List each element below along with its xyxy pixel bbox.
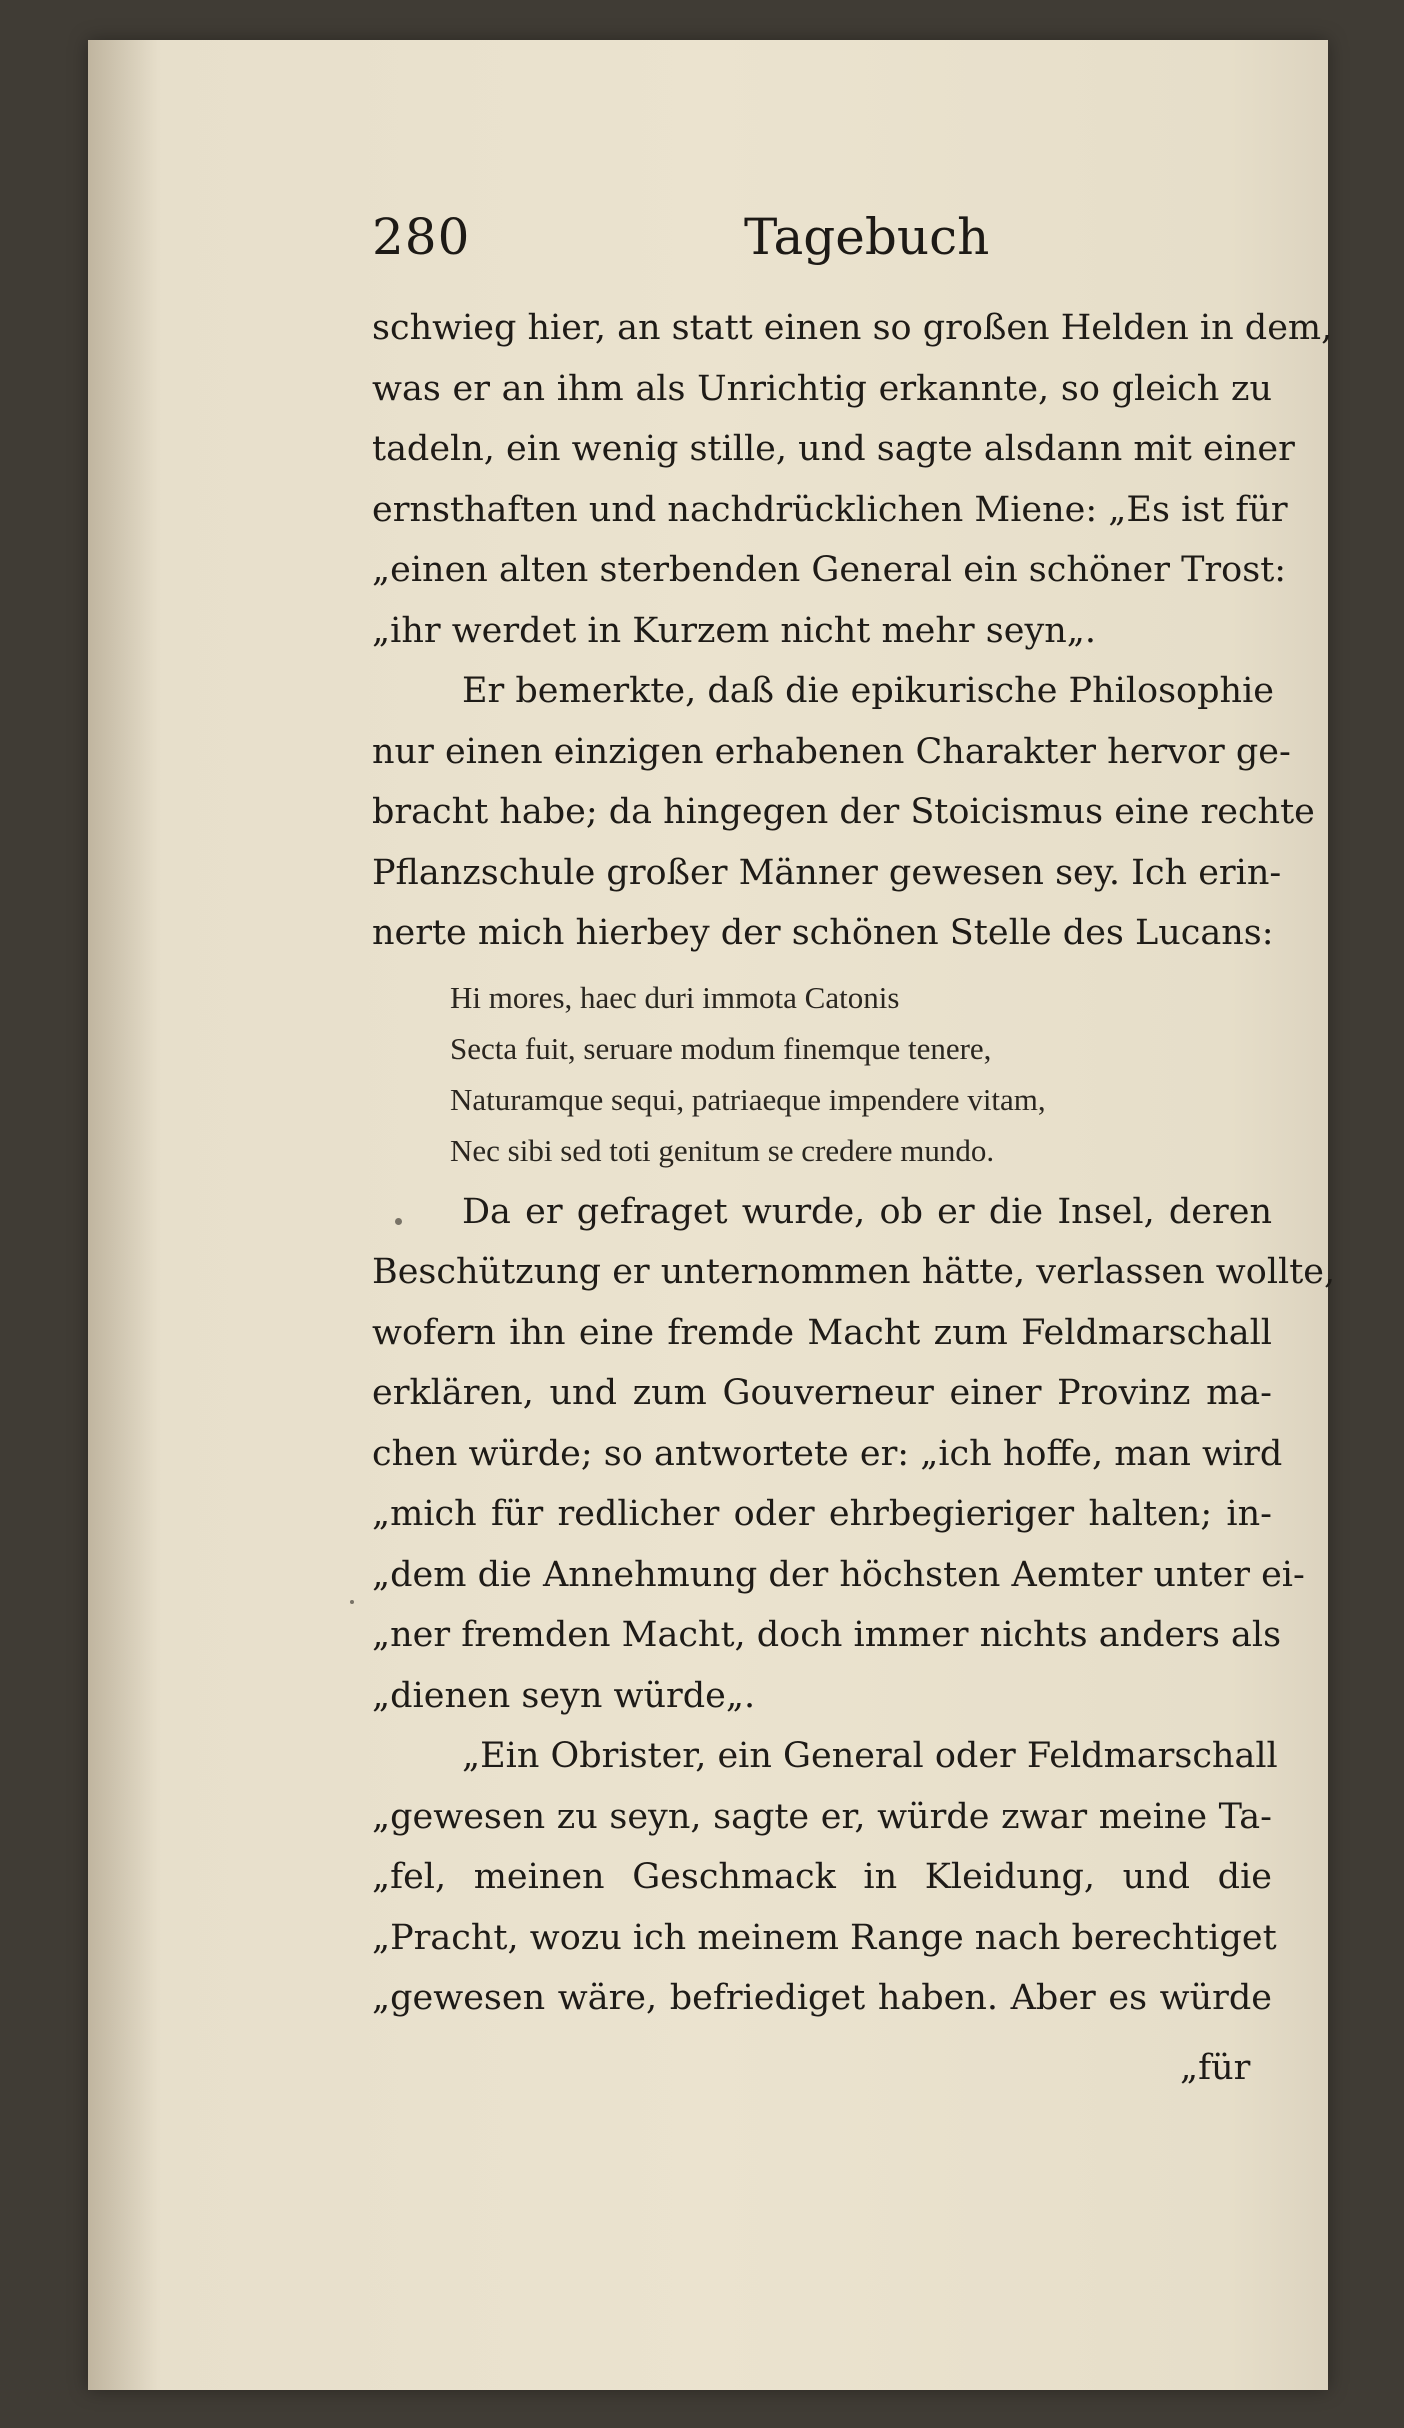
text-line: „gewesen zu seyn, sagte er, würde zwar meine Ta-: [372, 1796, 1272, 1837]
paragraph: [372, 1182, 1336, 1727]
text-line: Er bemerkte, daß die epikurische Philosophie: [462, 671, 1274, 711]
text-line: „dem die Annehmung der höchsten Aemter unter ei-: [372, 1554, 1305, 1595]
text-line: chen würde; so antwortete er: „ich hoffe, man wird: [372, 1433, 1283, 1474]
text-line: „Ein Obrister, ein General oder Feldmarschall: [462, 1736, 1278, 1776]
text-line: Da er gefraget wurde, ob er die Insel, deren: [462, 1191, 1272, 1232]
paragraph: [372, 661, 1315, 964]
verse-line: Secta fuit, seruare modum finemque tenere,: [450, 1030, 992, 1066]
verse-line: Naturamque sequi, patriaeque impendere vitam,: [450, 1081, 1046, 1117]
text-line: „mich für redlicher oder ehrbegieriger halten; in-: [372, 1494, 1272, 1534]
text-line: Beschützung er unternommen hätte, verlassen wollte,: [372, 1252, 1336, 1292]
text-line: „ner fremden Macht, doch immer nichts anders als: [372, 1615, 1282, 1655]
text-line: was er an ihm als Unrichtig erkannte, so gleich zu: [372, 368, 1272, 409]
text-line: nur einen einzigen erhabenen Charakter hervor ge-: [372, 731, 1291, 772]
text-line: „ihr werdet in Kurzem nicht mehr seyn„.: [372, 610, 1097, 651]
verse-line: Nec sibi sed toti genitum se credere mundo.: [450, 1132, 995, 1168]
page-number: 280: [372, 208, 471, 266]
text-line: bracht habe; da hingegen der Stoicismus eine rechte: [372, 792, 1315, 832]
text-line: „dienen seyn würde„.: [372, 1675, 756, 1716]
ink-speck: [350, 1600, 354, 1604]
page-header: [372, 208, 1252, 288]
text-line: Pflanzschule großer Männer gewesen sey. Ich erin-: [372, 852, 1282, 893]
text-line: „Pracht, wozu ich meinem Range nach berechtiget: [372, 1917, 1277, 1958]
text-line: schwieg hier, an statt einen so großen Helden in dem,: [372, 308, 1333, 348]
text-line: tadeln, ein wenig stille, und sagte alsdann mit einer: [372, 429, 1295, 469]
text-line: erklären, und zum Gouverneur einer Provinz ma-: [372, 1373, 1272, 1413]
paragraph: [372, 1726, 1278, 2029]
ink-speck: [395, 1218, 402, 1225]
latin-verse-quotation: [372, 972, 1272, 1176]
body-text: [372, 298, 1336, 2029]
text-line: wofern ihn eine fremde Macht zum Feldmarschall: [372, 1312, 1272, 1353]
text-line: „einen alten sterbenden General ein schöner Trost:: [372, 550, 1287, 590]
verse-line: Hi mores, haec duri immota Catonis: [450, 979, 900, 1015]
text-line: „fel, meinen Geschmack in Kleidung, und die: [372, 1857, 1272, 1897]
text-line: nerte mich hierbey der schönen Stelle des Lucans:: [372, 913, 1274, 953]
catchword: „für: [1180, 2048, 1251, 2088]
running-title: Tagebuch: [744, 208, 990, 266]
text-line: „gewesen wäre, befriediget haben. Aber es würde: [372, 1978, 1272, 2018]
text-line: ernsthaften und nachdrücklichen Miene: „Es ist für: [372, 489, 1288, 530]
paragraph: [372, 298, 1333, 661]
